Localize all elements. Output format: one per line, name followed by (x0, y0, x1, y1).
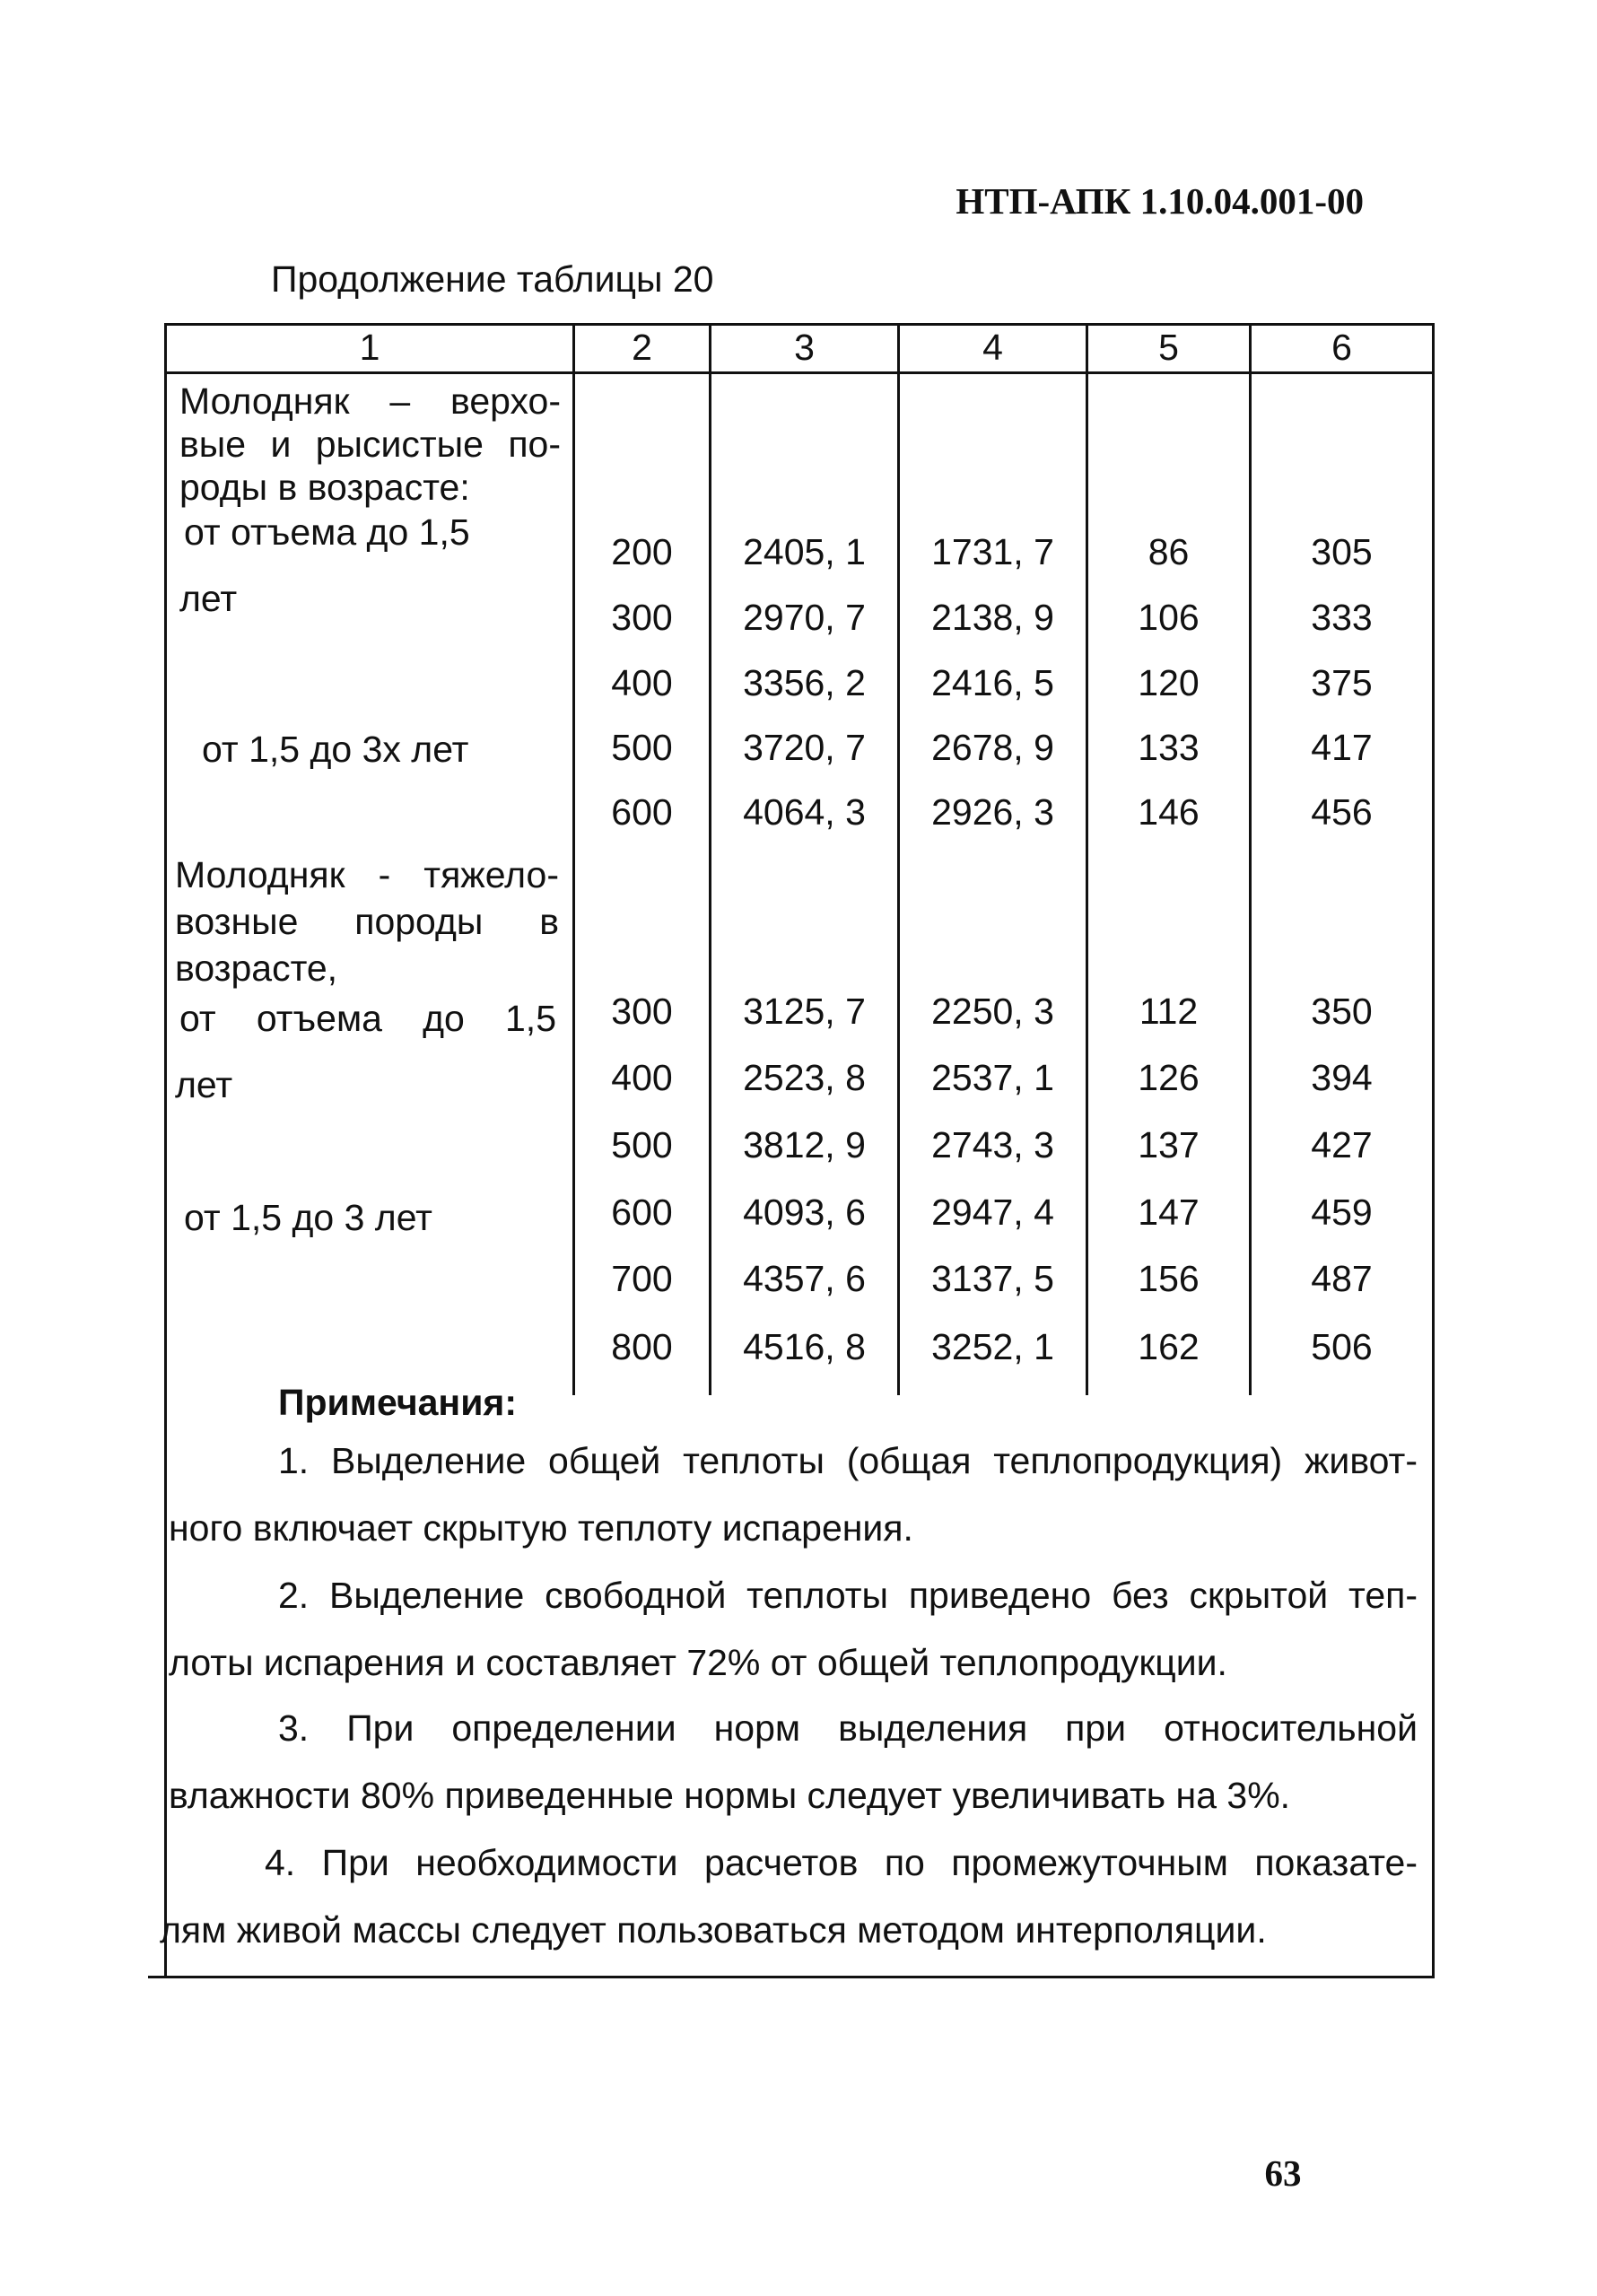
subgroup-label: от 1,5 до 3 лет (184, 1197, 432, 1238)
cell-col3: 2970, 7 (743, 597, 866, 638)
table-row (0, 1326, 1597, 1375)
cell-col6: 305 (1311, 531, 1373, 572)
cell-col4: 2416, 5 (931, 662, 1054, 703)
cell-col3: 4357, 6 (743, 1258, 866, 1299)
cell-col2: 400 (611, 1057, 673, 1098)
cell-col3: 3356, 2 (743, 662, 866, 703)
note-line: влажности 80% приведенные нормы следует увеличивать на 3%. (169, 1775, 1291, 1816)
cell-col3: 2523, 8 (743, 1057, 866, 1098)
cell-col3: 3125, 7 (743, 991, 866, 1032)
subgroup-label: от отъема до 1,5 (184, 511, 470, 553)
cell-col4: 2926, 3 (931, 791, 1054, 833)
column-header: 2 (632, 327, 652, 368)
cell-col4: 2138, 9 (931, 597, 1054, 638)
table-row (0, 597, 1597, 646)
subgroup-label: лет (175, 1064, 233, 1105)
cell-col3: 2405, 1 (743, 531, 866, 572)
table-row (0, 727, 1597, 776)
cell-col6: 456 (1311, 791, 1373, 833)
cell-col6: 487 (1311, 1258, 1373, 1299)
note-line: 4. При необходимости расчетов по промежуточным показате- (265, 1842, 1418, 1883)
note-line: лоты испарения и составляет 72% от общей теплопродукции. (169, 1642, 1227, 1683)
cell-col5: 147 (1138, 1192, 1200, 1233)
subgroup-label: от отъема до 1,5 (179, 998, 556, 1039)
cell-col3: 3812, 9 (743, 1124, 866, 1165)
cell-col2: 300 (611, 597, 673, 638)
table-row (0, 791, 1597, 841)
cell-col5: 106 (1138, 597, 1200, 638)
cell-col6: 506 (1311, 1326, 1373, 1367)
table-caption: Продолжение таблицы 20 (271, 258, 714, 300)
cell-col5: 146 (1138, 791, 1200, 833)
group-title-line: вые и рысистые по- (179, 423, 561, 465)
note-line: 1. Выделение общей теплоты (общая теплопродукция) живот- (278, 1440, 1418, 1481)
subgroup-label: лет (179, 578, 238, 619)
cell-col2: 200 (611, 531, 673, 572)
table-row (0, 1124, 1597, 1174)
page-number: 63 (1264, 2152, 1302, 2194)
cell-col4: 3137, 5 (931, 1258, 1054, 1299)
cell-col5: 156 (1138, 1258, 1200, 1299)
cell-col2: 400 (611, 662, 673, 703)
table-row (0, 1192, 1597, 1241)
column-header: 3 (794, 327, 815, 368)
cell-col5: 133 (1138, 727, 1200, 768)
table-row (0, 531, 1597, 581)
cell-col6: 394 (1311, 1057, 1373, 1098)
cell-col4: 2743, 3 (931, 1124, 1054, 1165)
group-title-line: возные породы в (175, 901, 559, 942)
column-header: 6 (1331, 327, 1352, 368)
cell-col6: 459 (1311, 1192, 1373, 1233)
header-bottom-border (164, 371, 1435, 374)
note-line: ного включает скрытую теплоту испарения. (169, 1507, 913, 1549)
cell-col6: 333 (1311, 597, 1373, 638)
cell-col2: 500 (611, 1124, 673, 1165)
cell-col4: 3252, 1 (931, 1326, 1054, 1367)
table-row (0, 991, 1597, 1040)
note-line: 3. При определении норм выделения при относительной (278, 1707, 1418, 1749)
table-row (0, 1057, 1597, 1106)
group-title-line: Молодняк – верхо- (179, 380, 561, 422)
cell-col5: 112 (1139, 991, 1199, 1032)
cell-col2: 700 (611, 1258, 673, 1299)
cell-col6: 427 (1311, 1124, 1373, 1165)
cell-col5: 137 (1138, 1124, 1200, 1165)
cell-col2: 300 (611, 991, 673, 1032)
notes-title: Примечания: (278, 1382, 517, 1423)
cell-col3: 4064, 3 (743, 791, 866, 833)
group-title-line: Молодняк - тяжело- (175, 854, 559, 895)
group-title-line: роды в возрасте: (179, 467, 470, 508)
cell-col4: 2947, 4 (931, 1192, 1054, 1233)
column-header: 4 (982, 327, 1003, 368)
note-line: лям живой массы следует пользоваться методом интерполяции. (160, 1909, 1267, 1951)
cell-col5: 86 (1148, 531, 1190, 572)
cell-col4: 2678, 9 (931, 727, 1054, 768)
column-header: 5 (1158, 327, 1179, 368)
cell-col5: 162 (1138, 1326, 1200, 1367)
note-line: 2. Выделение свободной теплоты приведено без скрытой теп- (278, 1575, 1418, 1616)
frame-top-border (164, 323, 1435, 326)
document-code: НТП-АПК 1.10.04.001-00 (956, 180, 1364, 222)
cell-col3: 4093, 6 (743, 1192, 866, 1233)
frame-bottom-border (148, 1976, 1435, 1978)
column-header: 1 (359, 327, 380, 368)
cell-col5: 120 (1138, 662, 1200, 703)
cell-col4: 2250, 3 (931, 991, 1054, 1032)
cell-col4: 2537, 1 (931, 1057, 1054, 1098)
cell-col6: 417 (1311, 727, 1373, 768)
cell-col3: 4516, 8 (743, 1326, 866, 1367)
group-title-line: возрасте, (175, 947, 338, 989)
cell-col2: 500 (611, 727, 673, 768)
cell-col2: 600 (611, 791, 673, 833)
cell-col4: 1731, 7 (931, 531, 1054, 572)
cell-col2: 800 (611, 1326, 673, 1367)
subgroup-label: от 1,5 до 3х лет (202, 729, 469, 770)
cell-col6: 375 (1311, 662, 1373, 703)
cell-col3: 3720, 7 (743, 727, 866, 768)
cell-col5: 126 (1138, 1057, 1200, 1098)
table-row (0, 1258, 1597, 1307)
cell-col6: 350 (1311, 991, 1373, 1032)
table-row (0, 662, 1597, 711)
cell-col2: 600 (611, 1192, 673, 1233)
